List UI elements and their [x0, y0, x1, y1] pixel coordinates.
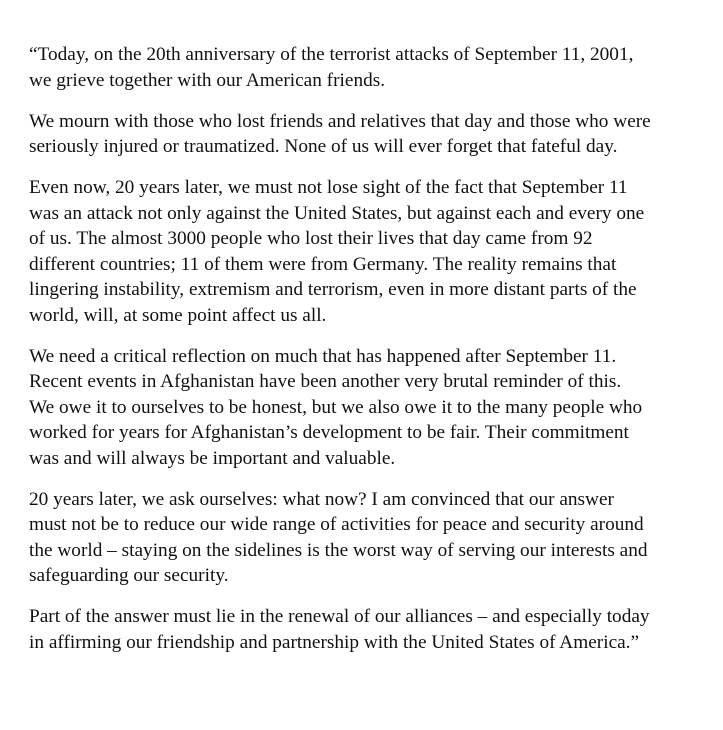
text-line: seriously injured or traumatized. None of us will ever forget that fateful day. — [29, 136, 618, 157]
text-line: We need a critical reflection on much that has happened after September 11. — [29, 345, 617, 367]
text-line: 20 years later, we ask ourselves: what now? I am convinced that our answer — [29, 488, 614, 510]
text-line: different countries; 11 of them were from Germany. The reality remains that — [29, 253, 617, 275]
text-line: safeguarding our security. — [29, 565, 229, 586]
text-line: the world – staying on the sidelines is the worst way of serving our interests and — [29, 539, 648, 561]
text-line: Part of the answer must lie in the renewal of our alliances – and especially today — [29, 606, 650, 627]
text-line: worked for years for Afghanistan’s development to be fair. Their commitment — [29, 422, 629, 443]
paragraph-1 — [29, 42, 719, 93]
text-line: “Today, on the 20th anniversary of the terrorist attacks of September 11, 2001, — [29, 44, 634, 65]
text-line: We mourn with those who lost friends and relatives that day and those who were — [29, 110, 651, 132]
text-line: was an attack not only against the United States, but against each and every one — [29, 202, 645, 224]
text-line: Recent events in Afghanistan have been another very brutal reminder of this. — [29, 371, 622, 392]
text-line: in affirming our friendship and partnership with the United States of America.” — [29, 631, 640, 653]
paragraph-5 — [29, 487, 719, 589]
text-line: we grieve together with our American friends. — [29, 69, 386, 91]
text-line: of us. The almost 3000 people who lost their lives that day came from 92 — [29, 228, 593, 249]
text-line: was and will always be important and valuable. — [29, 447, 396, 469]
statement-document — [29, 42, 719, 671]
text-line: lingering instability, extremism and terrorism, even in more distant parts of the — [29, 279, 637, 300]
paragraph-6 — [29, 604, 719, 655]
paragraph-2 — [29, 109, 719, 160]
text-line: Even now, 20 years later, we must not lose sight of the fact that September 11 — [29, 177, 628, 198]
text-line: must not be to reduce our wide range of activities for peace and security around — [29, 514, 644, 535]
paragraph-3 — [29, 175, 719, 328]
text-line: We owe it to ourselves to be honest, but we also owe it to the many people who — [29, 396, 643, 418]
text-line: world, will, at some point affect us all. — [29, 304, 327, 326]
paragraph-4 — [29, 344, 719, 472]
